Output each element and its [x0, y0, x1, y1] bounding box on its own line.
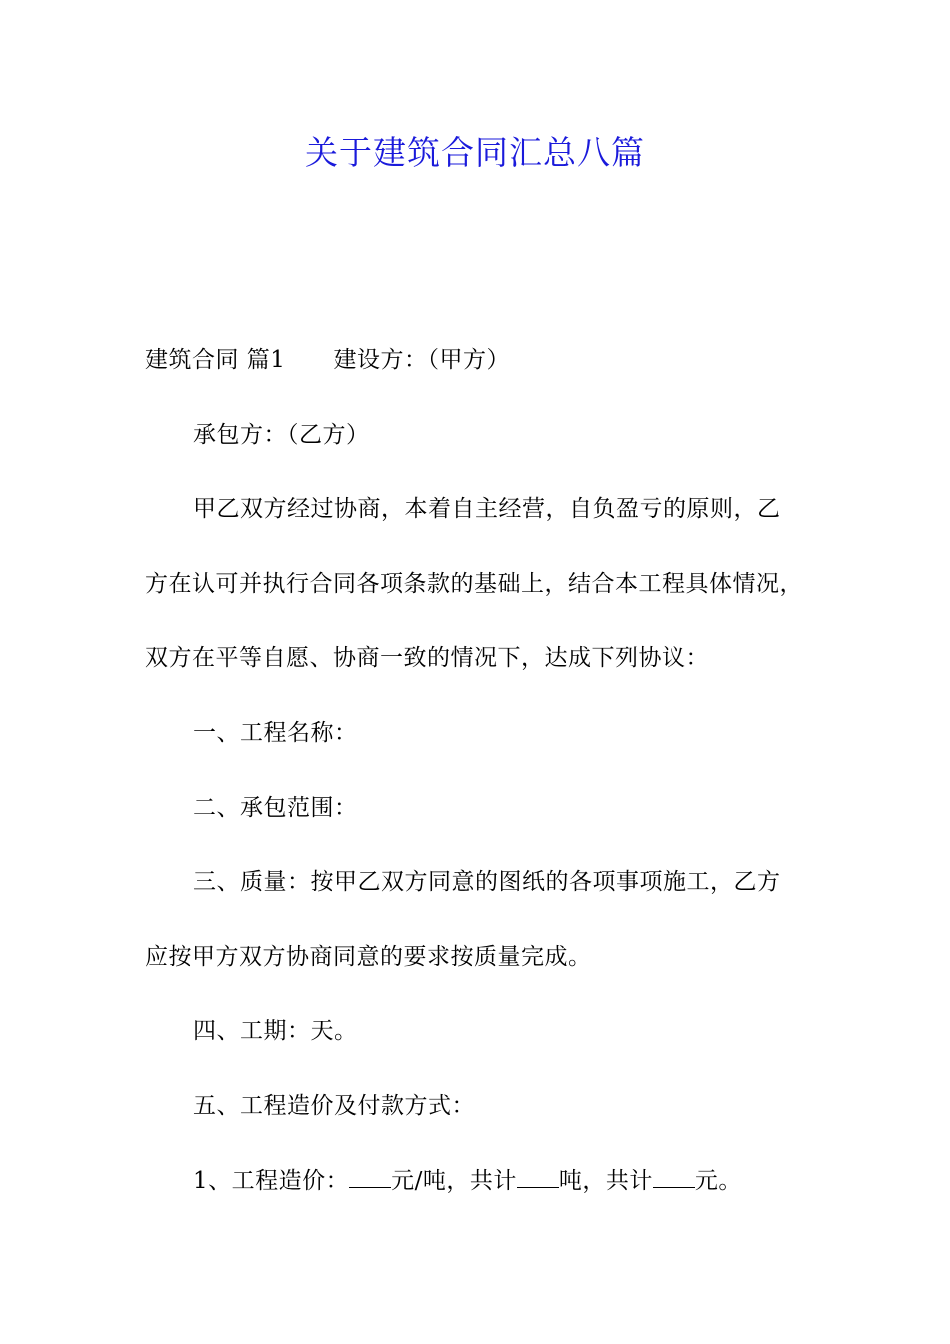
blank-field	[517, 1167, 559, 1188]
clause-cost-detail	[145, 1158, 825, 1233]
contract-section-label: 建筑合同 篇1	[145, 347, 286, 373]
paragraph-line: 甲乙双方经过协商，本着自主经营，自负盈亏的原则，乙	[193, 496, 781, 523]
clause-quality: 三、质量：按甲乙双方同意的图纸的各项事项施工，乙方	[193, 869, 781, 896]
document-body	[145, 337, 825, 1232]
line-party-b: 承包方：（乙方）	[193, 421, 370, 448]
line-contract-heading	[145, 337, 825, 412]
unit-price-text: 元/吨，共计	[391, 1167, 517, 1194]
document-title: 关于建筑合同汇总八篇	[305, 133, 645, 172]
clause-cost-payment: 五、工程造价及付款方式：	[193, 1092, 475, 1119]
blank-field	[349, 1167, 391, 1188]
clause-duration: 四、工期：天。	[193, 1018, 358, 1045]
paragraph-line: 方在认可并执行合同各项条款的基础上，结合本工程具体情况，	[145, 570, 803, 597]
clause-project-name: 一、工程名称：	[193, 719, 358, 746]
total-text: 元。	[694, 1167, 742, 1194]
cost-label: 1、工程造价：	[193, 1167, 350, 1194]
blank-field	[653, 1167, 695, 1188]
party-a-label: 建设方：（甲方）	[333, 347, 510, 373]
paragraph-line: 双方在平等自愿、协商一致的情况下，达成下列协议：	[145, 645, 709, 672]
tonnage-text: 吨，共计	[558, 1167, 653, 1194]
paragraph-line: 应按甲方双方协商同意的要求按质量完成。	[145, 943, 592, 970]
clause-scope: 二、承包范围：	[193, 794, 358, 821]
